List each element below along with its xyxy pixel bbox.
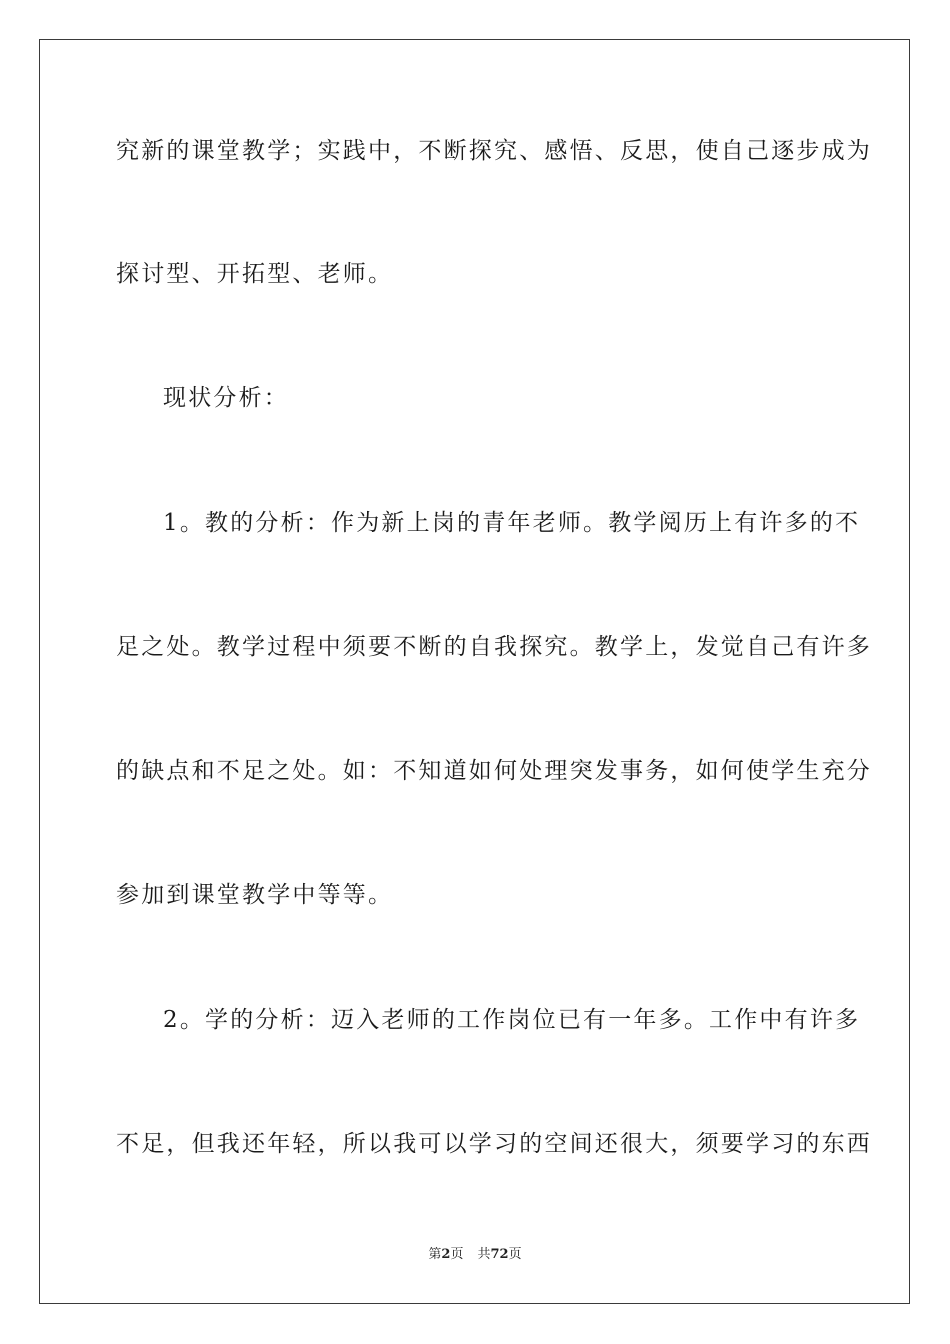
footer-page-total: 72 bbox=[490, 1247, 509, 1262]
footer-page-suffix: 页 bbox=[450, 1247, 464, 1262]
footer-total-prefix: 共 bbox=[477, 1247, 491, 1262]
page-border bbox=[39, 39, 910, 1304]
body-line-1: 究新的课堂教学；实践中，不断探究、感悟、反思，使自己逐步成为 bbox=[116, 138, 872, 164]
footer-page-prefix: 第 bbox=[428, 1247, 442, 1262]
page-footer bbox=[0, 1246, 950, 1264]
body-line-4: 足之处。教学过程中须要不断的自我探究。教学上，发觉自己有许多 bbox=[116, 634, 872, 660]
body-line-8: 不足，但我还年轻，所以我可以学习的空间还很大，须要学习的东西 bbox=[116, 1131, 872, 1157]
body-line-7: 2。学的分析：迈入老师的工作岗位已有一年多。工作中有许多 bbox=[163, 1007, 861, 1033]
body-line-5: 的缺点和不足之处。如：不知道如何处理突发事务，如何使学生充分 bbox=[116, 758, 872, 784]
body-line-2: 探讨型、开拓型、老师。 bbox=[116, 261, 394, 287]
footer-total-suffix: 页 bbox=[508, 1247, 522, 1262]
body-line-3: 1。教的分析：作为新上岗的青年老师。教学阅历上有许多的不 bbox=[163, 510, 861, 536]
section-heading: 现状分析： bbox=[163, 385, 289, 411]
footer-page-current: 2 bbox=[441, 1247, 451, 1262]
body-line-6: 参加到课堂教学中等等。 bbox=[116, 882, 394, 908]
